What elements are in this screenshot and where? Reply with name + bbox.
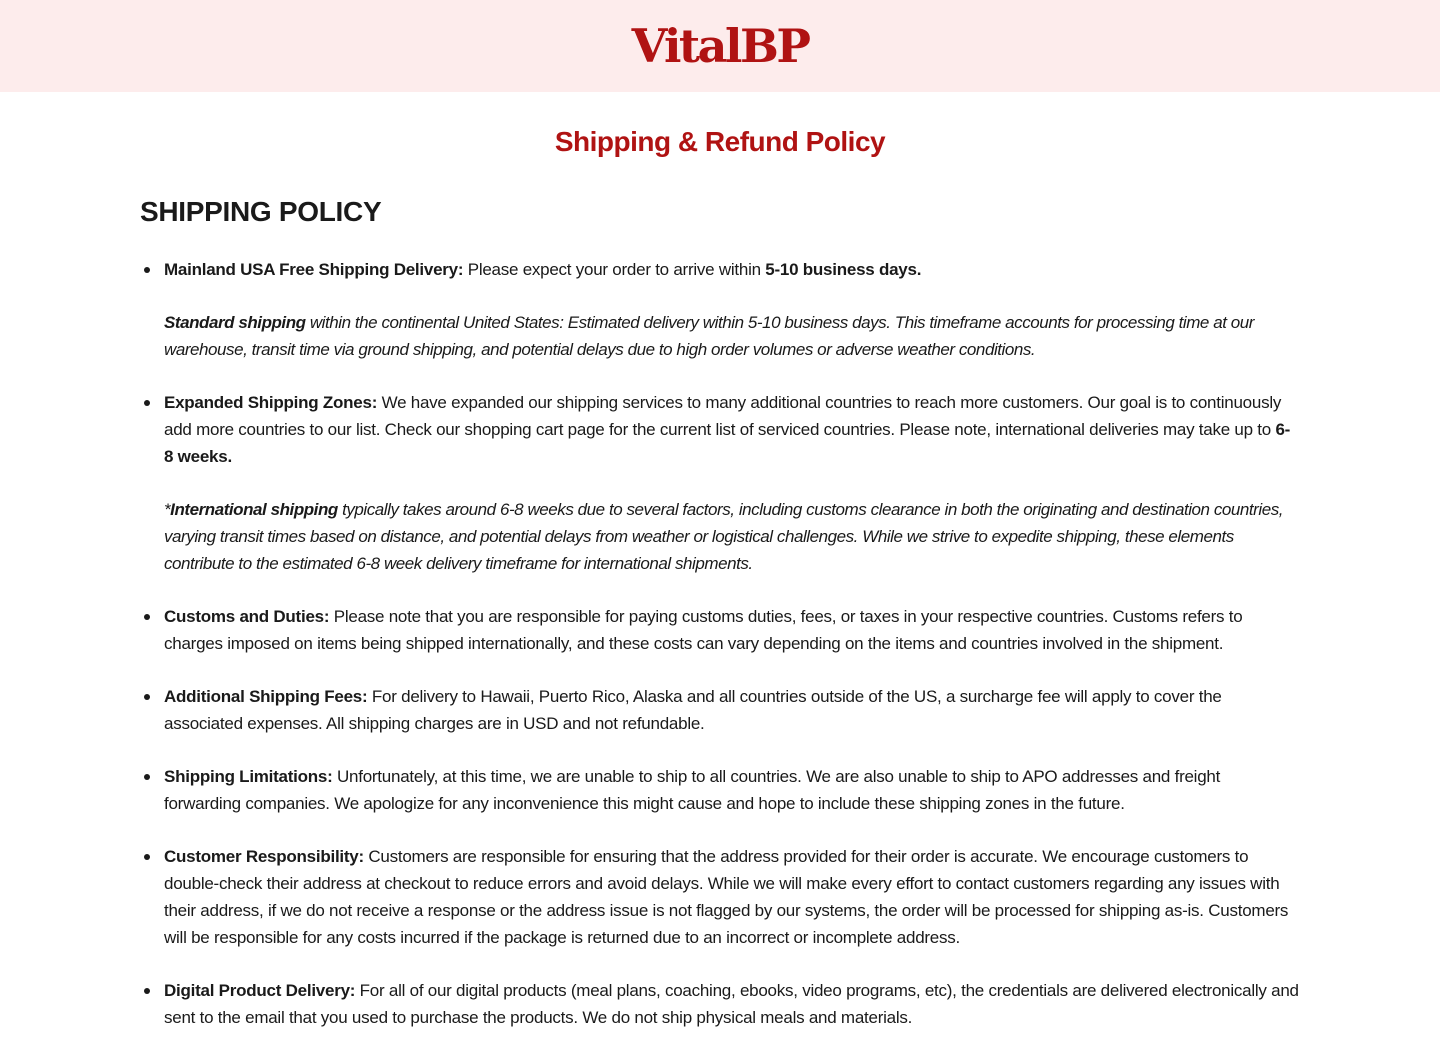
item-text: Please expect your order to arrive within bbox=[463, 260, 766, 279]
policy-item-customer-responsibility bbox=[164, 843, 1299, 951]
policy-item-mainland-usa bbox=[164, 256, 1299, 283]
item-text: We have expanded our shipping services to many additional countries to reach more customers. Our goal is to continuously add more countries to our list. Check our shopping cart page for the current list of serviced countries. Please note, international deliveries may take up to bbox=[164, 393, 1282, 439]
item-label: Customs and Duties: bbox=[164, 607, 330, 626]
item-emphasis: 6-8 weeks. bbox=[164, 420, 1291, 466]
policy-note-standard-shipping bbox=[164, 309, 1299, 363]
note-label: Standard shipping bbox=[164, 313, 306, 332]
site-logo[interactable]: VitalBP bbox=[631, 19, 809, 73]
page-title: Shipping & Refund Policy bbox=[554, 126, 886, 157]
note-text: typically takes around 6-8 weeks due to several factors, including customs clearance in both the originating and destination countries, varying transit times based on distance, and potential delays from weather or logistical challenges. While we strive to expedite shipping, these elements contribute to the estimated 6-8 week delivery timeframe for international shipments. bbox=[164, 500, 1284, 573]
item-text: Customers are responsible for ensuring that the address provided for their order is accurate. We encourage customers to double-check their address at checkout to reduce errors and avoid delays. While we will make every effort to contact customers regarding any issues with their address, if we do not receive a response or the address issue is not flagged by our systems, the order will be processed for shipping as-is. Customers will be responsible for any costs incurred if the package is returned due to an incorrect or incomplete address. bbox=[164, 847, 1289, 947]
item-label: Shipping Limitations: bbox=[164, 767, 333, 786]
item-text: For all of our digital products (meal plans, coaching, ebooks, video programs, etc), the credentials are delivered electronically and sent to the email that you used to purchase the products. We do not ship physical meals and materials. bbox=[164, 981, 1299, 1027]
item-label: Additional Shipping Fees: bbox=[164, 687, 368, 706]
policy-item-additional-fees bbox=[164, 683, 1299, 737]
policy-item-expanded-zones bbox=[164, 389, 1299, 470]
policy-note-international-shipping bbox=[164, 496, 1299, 577]
policy-item-customs-duties bbox=[164, 603, 1299, 657]
note-text: within the continental United States: Estimated delivery within 5-10 business days. This timeframe accounts for processing time at our warehouse, transit time via ground shipping, and potential delays due to high order volumes or adverse weather conditions. bbox=[164, 313, 1254, 359]
policy-item-shipping-limitations bbox=[164, 763, 1299, 817]
note-prefix: * bbox=[164, 500, 171, 519]
item-emphasis: 5-10 business days. bbox=[765, 260, 922, 279]
section-heading: SHIPPING POLICY bbox=[140, 196, 382, 227]
item-text: Please note that you are responsible for paying customs duties, fees, or taxes in your respective countries. Customs refers to charges imposed on items being shipped internationally, and these costs can vary depending on the items and countries involved in the shipment. bbox=[164, 607, 1243, 653]
site-header bbox=[0, 0, 1440, 92]
note-label: International shipping bbox=[170, 500, 338, 519]
item-text: For delivery to Hawaii, Puerto Rico, Alaska and all countries outside of the US, a surcharge fee will apply to cover the associated expenses. All shipping charges are in USD and not refundable. bbox=[164, 687, 1222, 733]
item-label: Digital Product Delivery: bbox=[164, 981, 356, 1000]
shipping-policy-list bbox=[164, 256, 1299, 1031]
item-label: Mainland USA Free Shipping Delivery: bbox=[164, 260, 464, 279]
item-label: Expanded Shipping Zones: bbox=[164, 393, 378, 412]
policy-item-digital-delivery bbox=[164, 977, 1299, 1031]
item-text: Unfortunately, at this time, we are unable to ship to all countries. We are also unable to ship to APO addresses and freight forwarding companies. We apologize for any inconvenience this might cause and hope to include these shipping zones in the future. bbox=[164, 767, 1221, 813]
item-label: Customer Responsibility: bbox=[164, 847, 364, 866]
